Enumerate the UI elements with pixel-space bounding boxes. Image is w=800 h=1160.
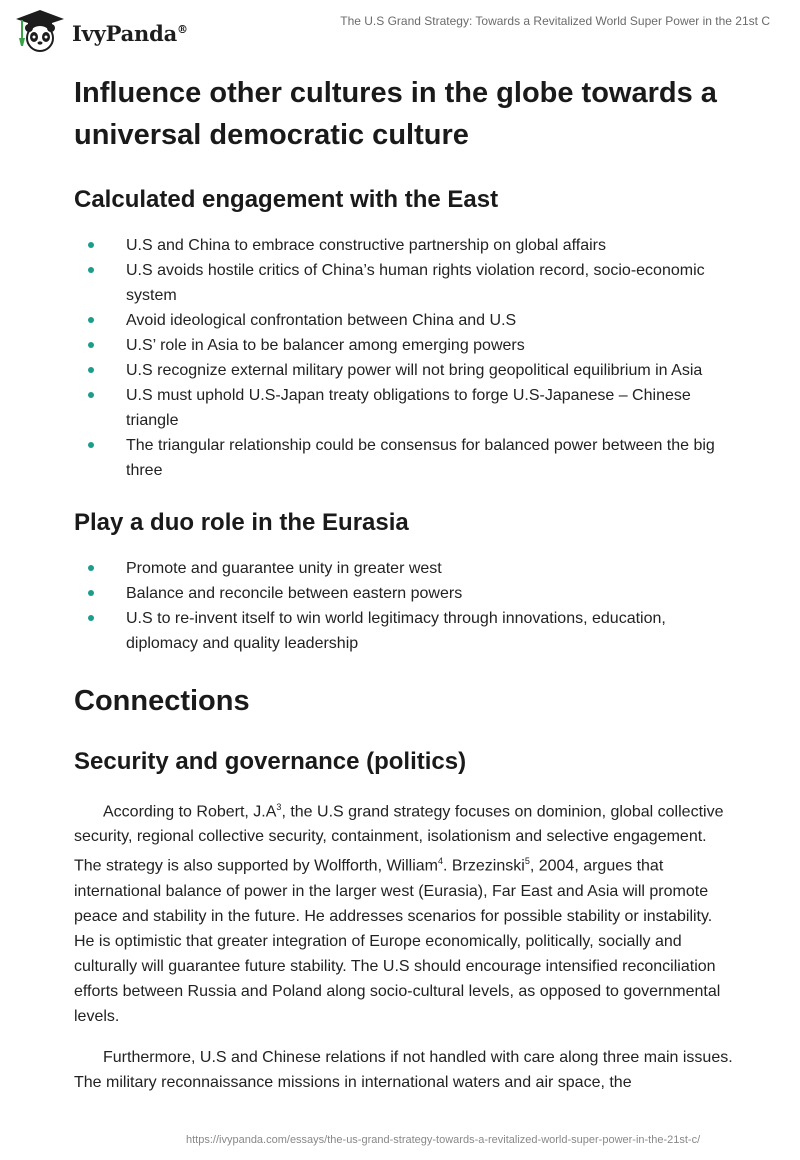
logo-text: IvyPanda® (72, 20, 188, 46)
bullet-icon (88, 392, 94, 398)
footnote-ref[interactable]: 5 (524, 856, 530, 867)
bullet-icon (88, 267, 94, 273)
list-item: U.S must uphold U.S-Japan treaty obligations to forge U.S-Japanese – Chinese triangle (74, 383, 734, 433)
footnote-ref[interactable]: 3 (276, 802, 282, 812)
bullet-icon (88, 342, 94, 348)
list-item: U.S avoids hostile critics of China’s human rights violation record, socio-economic system (74, 258, 734, 308)
panda-graduate-icon (14, 8, 66, 54)
list-item: Promote and guarantee unity in greater west (74, 556, 734, 581)
list-item: Avoid ideological confrontation between China and U.S (74, 308, 734, 333)
bullet-icon (88, 367, 94, 373)
list-item: Balance and reconcile between eastern powers (74, 581, 734, 606)
bullet-icon (88, 615, 94, 621)
engagement-list (74, 233, 734, 483)
bullet-icon (88, 442, 94, 448)
paragraph: According to Robert, J.A$^3$, the U.S grand strategy focuses on dominion, global collective security, regional collective security, containment, isolationism and selective engagement. The strategy is also supported by Wolfforth, William$^4$. Brzezinski$^5$, 2004, argues that international balance of power in the larger west (Eurasia), Far East and Asia will promote peace and stability in the future. He addresses scenarios for possible stability or instability. He is optimistic that greater integration of Europe economically, politically, socially and culturally will guarantee future stability. The U.S should encourage intensified reconciliation efforts between Russia and Poland along socio-cultural levels, as opposed to governmental levels. (74, 802, 724, 1025)
footnote-ref[interactable]: 4 (438, 856, 444, 867)
heading-connections: Connections (74, 685, 250, 717)
ivypanda-logo[interactable] (14, 8, 188, 54)
paragraph: Furthermore, U.S and Chinese relations if not handled with care along three main issues. The military reconnaissance missions in international waters and air space, the (74, 1048, 733, 1091)
essay-content (74, 72, 734, 1111)
heading-calculated-engagement: Calculated engagement with the East (74, 186, 499, 213)
list-item: U.S recognize external military power will not bring geopolitical equilibrium in Asia (74, 358, 734, 383)
page-header (0, 0, 800, 60)
heading-security-governance: Security and governance (politics) (74, 748, 467, 775)
list-item: U.S and China to embrace constructive partnership on global affairs (74, 233, 734, 258)
bullet-icon (88, 590, 94, 596)
list-item: U.S to re-invent itself to win world legitimacy through innovations, education, diplomacy and quality leadership (74, 606, 734, 656)
document-title: The U.S Grand Strategy: Towards a Revitalized World Super Power in the 21st C (340, 14, 770, 28)
bullet-icon (88, 317, 94, 323)
list-item: U.S’ role in Asia to be balancer among emerging powers (74, 333, 734, 358)
source-url[interactable]: https://ivypanda.com/essays/the-us-grand-strategy-towards-a-revitalized-world-super-power-in-the-21st-c/ (186, 1134, 701, 1146)
heading-duo-role-eurasia: Play a duo role in the Eurasia (74, 509, 409, 536)
eurasia-list (74, 556, 734, 656)
heading-influence-cultures: Influence other cultures in the globe towards a universal democratic culture (74, 77, 717, 151)
list-item: The triangular relationship could be consensus for balanced power between the big three (74, 433, 734, 483)
bullet-icon (88, 242, 94, 248)
bullet-icon (88, 565, 94, 571)
